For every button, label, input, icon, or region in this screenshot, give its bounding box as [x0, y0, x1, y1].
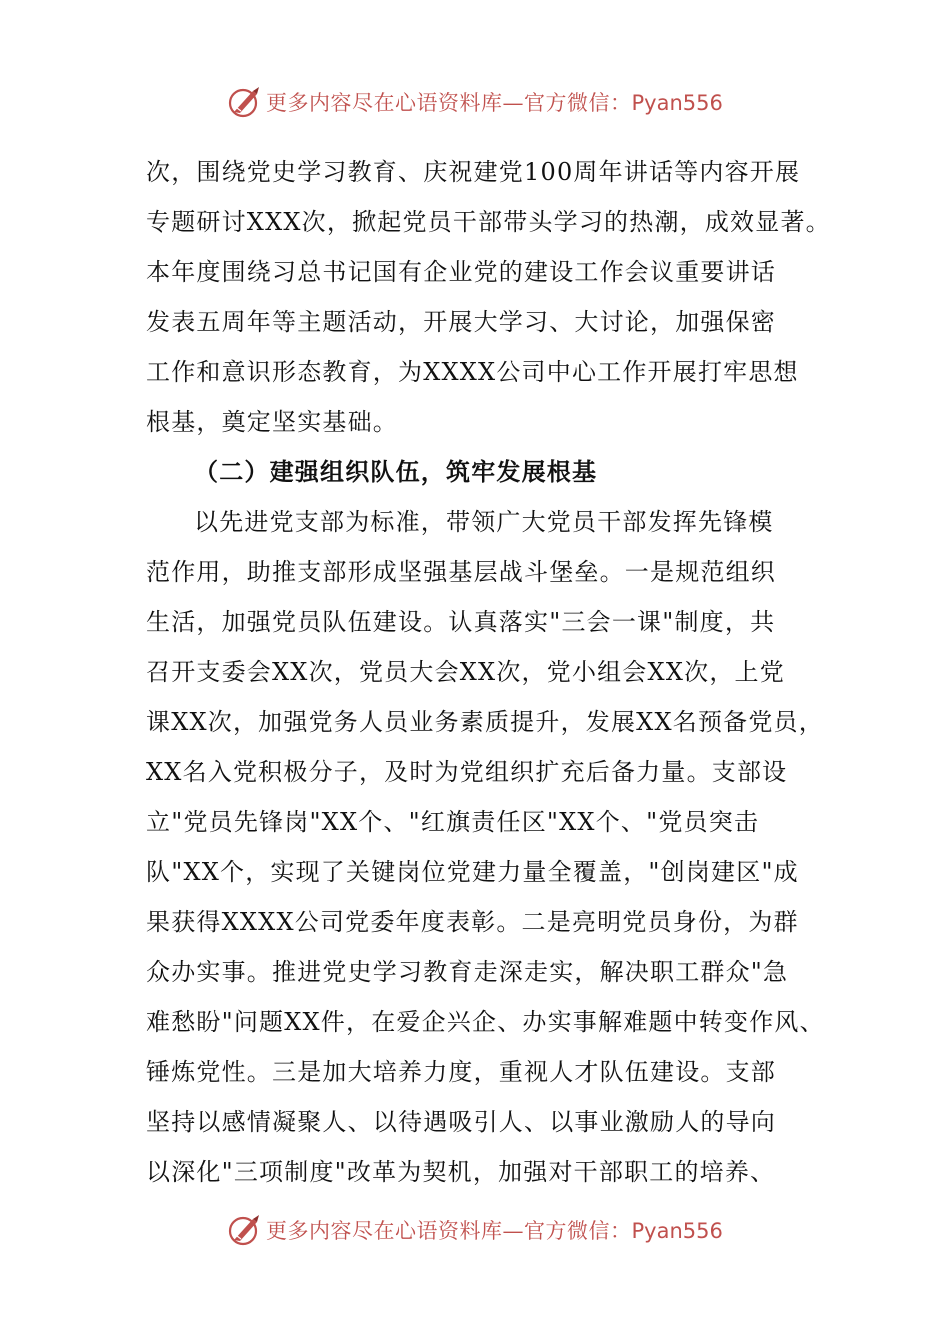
- pen-quill-circle-icon: [228, 85, 262, 119]
- banner-text: 更多内容尽在心语资料库—官方微信：Pyan556: [266, 1219, 723, 1243]
- footer-banner: [0, 1210, 950, 1250]
- text-line: 锤炼党性。三是加大培养力度，重视人才队伍建设。支部: [146, 1058, 776, 1086]
- text-line: 立"党员先锋岗"XX个、"红旗责任区"XX个、"党员突击: [146, 808, 760, 836]
- text-line: 召开支委会XX次，党员大会XX次，党小组会XX次，上党: [146, 658, 785, 686]
- text-line: 范作用，助推支部形成坚强基层战斗堡垒。一是规范组织: [146, 558, 776, 586]
- text-line: 课XX次，加强党务人员业务素质提升，发展XX名预备党员，: [146, 708, 824, 736]
- text-line: 众办实事。推进党史学习教育走深走实，解决职工群众"急: [146, 958, 789, 986]
- text-line: 果获得XXXX公司党委年度表彰。二是亮明党员身份，为群: [146, 908, 799, 936]
- text-line: 难愁盼"问题XX件，在爱企兴企、办实事解难题中转变作风、: [146, 1008, 825, 1036]
- text-line: 队"XX个，实现了关键岗位党建力量全覆盖，"创岗建区"成: [146, 858, 799, 886]
- text-line: 本年度围绕习总书记国有企业党的建设工作会议重要讲话: [146, 258, 776, 286]
- wechat-id: Pyan556: [631, 1219, 723, 1243]
- banner-text: 更多内容尽在心语资料库—官方微信：Pyan556: [266, 91, 723, 115]
- text-line: 工作和意识形态教育，为XXXX公司中心工作开展打牢思想: [146, 358, 799, 386]
- document-body: [146, 147, 831, 1197]
- text-line: 坚持以感情凝聚人、以待遇吸引人、以事业激励人的导向: [146, 1108, 776, 1136]
- text-line: 专题研讨XXX次，掀起党员干部带头学习的热潮，成效显著。: [146, 208, 831, 236]
- text-line: 根基，奠定坚实基础。: [146, 408, 398, 436]
- text-line: 生活，加强党员队伍建设。认真落实"三会一课"制度，共: [146, 608, 776, 636]
- pen-quill-circle-icon: [228, 1213, 262, 1247]
- text-line: XX名入党积极分子，及时为党组织扩充后备力量。支部设: [146, 758, 788, 786]
- section-heading: （二）建强组织队伍，筑牢发展根基: [194, 457, 598, 486]
- text-line: 次，围绕党史学习教育、庆祝建党100周年讲话等内容开展: [146, 158, 801, 186]
- text-line: 发表五周年等主题活动，开展大学习、大讨论，加强保密: [146, 308, 776, 336]
- header-banner: [0, 82, 950, 122]
- wechat-id: Pyan556: [631, 91, 723, 115]
- text-line: 以深化"三项制度"改革为契机，加强对干部职工的培养、: [146, 1158, 776, 1186]
- text-line: 以先进党支部为标准，带领广大党员干部发挥先锋模: [194, 508, 774, 536]
